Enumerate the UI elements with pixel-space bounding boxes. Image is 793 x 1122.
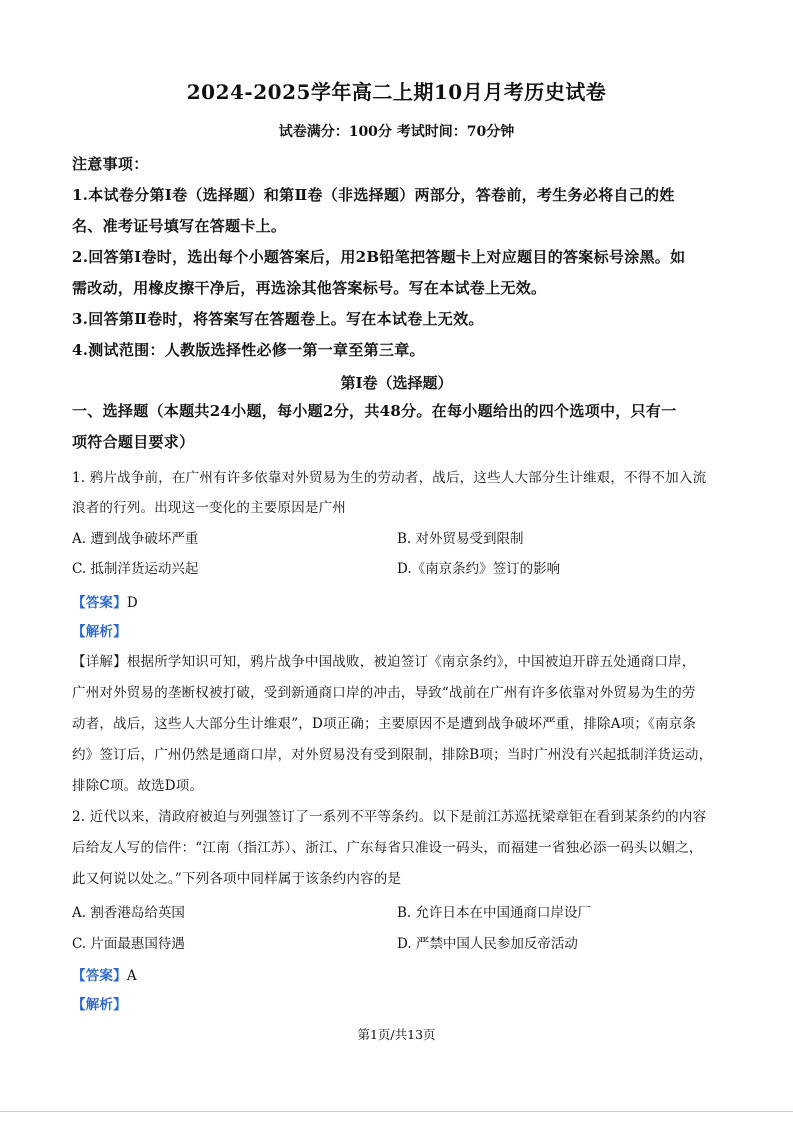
question-1-detail-line: 约》签订后，广州仍然是通商口岸，对外贸易没有受到限制，排除B项；当时广州没有兴起抵制洋货运动， [72,747,713,763]
analysis-tag: 【解析】 [72,997,127,1013]
exam-title: 2024-2025学年高二上期10月月考历史试卷 [186,80,607,104]
question-1-analysis [72,620,722,640]
question-1-option-b: B. 对外贸易受到限制 [397,531,524,547]
detail-tag: 【详解】 [72,654,127,670]
question-2-option-d: D. 严禁中国人民参加反帝活动 [397,936,578,952]
section-instruction: 项符合题目要求） [72,433,195,451]
section-instruction: 一、选择题（本题共24小题，每小题2分，共48分。在每小题给出的四个选项中，只有一 [72,402,677,420]
answer-tag: 【答案】 [72,968,127,984]
page-number: 第1页/共13页 [357,1027,436,1042]
question-2-answer [72,964,722,984]
question-1-option-c: C. 抵制洋货运动兴起 [72,561,199,577]
answer-value: D [126,595,138,611]
bottom-divider [0,1111,793,1112]
question-2-option-c: C. 片面最惠国待遇 [72,936,185,952]
question-2-stem: 此又何说以处之。”下列各项中同样属于该条约内容的是 [72,871,402,887]
question-1-detail-line: 排除C项。故选D项。 [72,778,204,794]
notice-line: 1.本试卷分第Ⅰ卷（选择题）和第Ⅱ卷（非选择题）两部分，答卷前，考生务必将自己的姓 [72,186,675,204]
question-1-detail [72,650,722,670]
question-2-option-a: A. 割香港岛给英国 [72,905,185,921]
question-1-answer [72,591,722,611]
notice-line: 2.回答第Ⅰ卷时，选出每个小题答案后，用2B铅笔把答题卡上对应题目的答案标号涂黑。如 [72,248,686,266]
notice-heading: 注意事项： [72,155,149,173]
answer-value: A [126,968,137,984]
analysis-tag: 【解析】 [72,624,127,640]
notice-line: 需改动，用橡皮擦干净后，再选涂其他答案标号。写在本试卷上无效。 [72,279,547,297]
notice-line: 4.测试范围：人教版选择性必修一第一章至第三章。 [72,341,425,359]
notice-line: 名、准考证号填写在答题卡上。 [72,217,287,235]
question-2-stem: 后给友人写的信件：“江南（指江苏）、浙江、广东每省只准设一码头，而福建一省独必添一码头以媚之， [72,840,703,856]
exam-meta: 试卷满分：100分 考试时间：70分钟 [278,124,515,140]
question-1-detail-line: 动者，战后，这些人大部分生计维艰”，D项正确；主要原因不是遭到战争破坏严重，排除A项；《南京条 [72,716,697,732]
question-2-analysis [72,993,722,1013]
question-1-stem: 浪者的行列。出现这一变化的主要原因是广州 [72,500,346,516]
question-1-option-d: D.《南京条约》签订的影响 [397,561,561,577]
question-1-stem: 1. 鸦片战争前，在广州有许多依靠对外贸易为生的劳动者，战后，这些人大部分生计维艰，不得不加入流 [72,470,707,486]
detail-text: 根据所学知识可知，鸦片战争中国战败，被迫签订《南京条约》，中国被迫开辟五处通商口岸， [126,654,696,670]
question-1-option-a: A. 遭到战争破坏严重 [72,531,199,547]
question-2-option-b: B. 允许日本在中国通商口岸设厂 [397,905,592,921]
answer-tag: 【答案】 [72,595,127,611]
notice-line: 3.回答第Ⅱ卷时，将答案写在答题卷上。写在本试卷上无效。 [72,310,484,328]
question-2-stem: 2. 近代以来，清政府被迫与列强签订了一系列不平等条约。以下是前江苏巡抚梁章钜在看到某条约的内容 [72,809,707,825]
question-1-detail-line: 广州对外贸易的垄断权被打破，受到新通商口岸的冲击，导致“战前在广州有许多依靠对外贸易为生的劳 [72,685,696,701]
section-title: 第Ⅰ卷（选择题） [340,374,453,392]
